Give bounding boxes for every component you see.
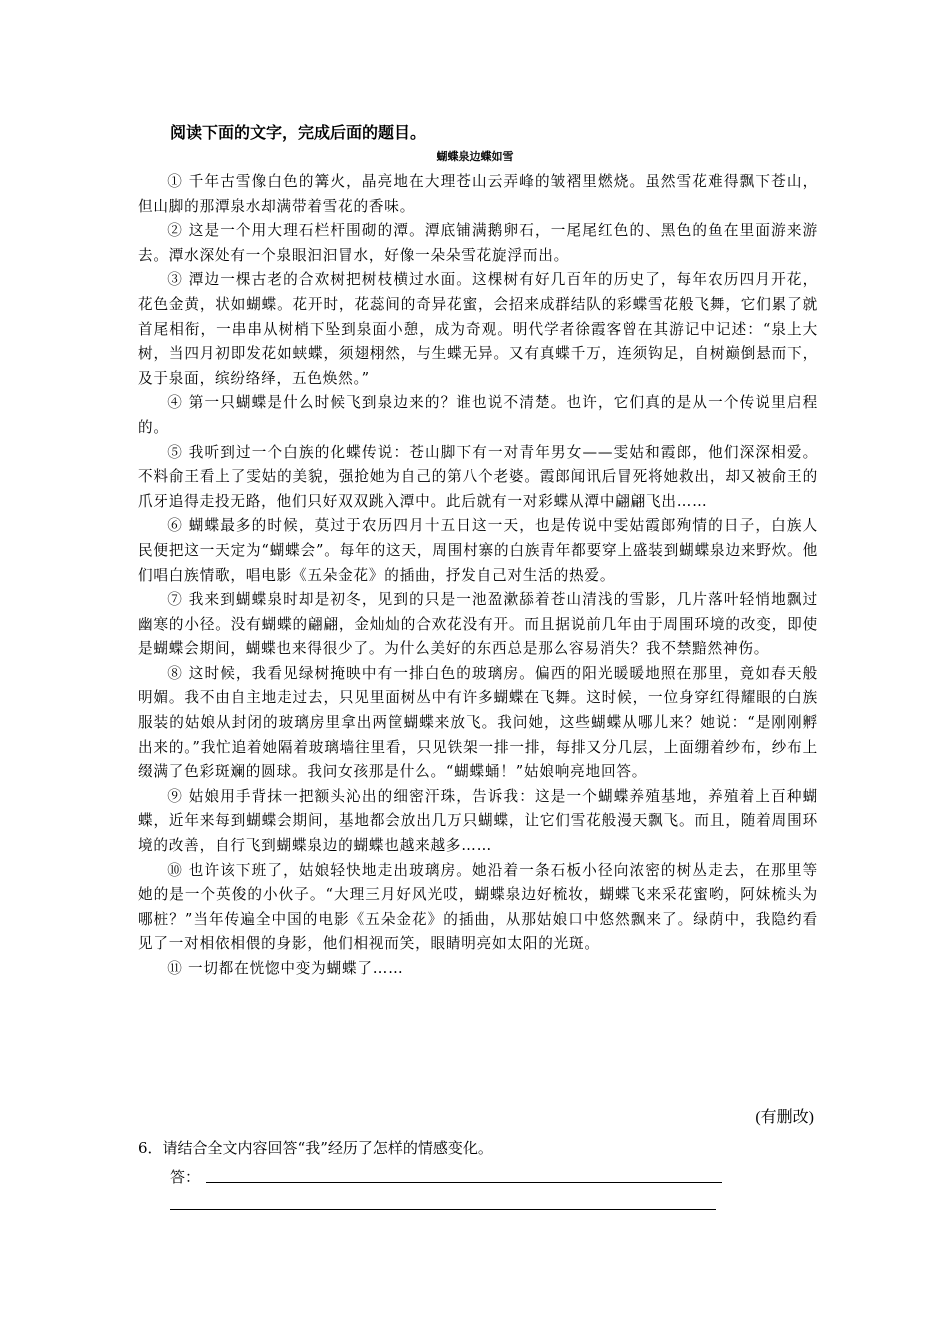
article-body bbox=[138, 170, 818, 982]
paragraph-7: ⑦ 我来到蝴蝶泉时却是初冬，见到的只是一池盈漱舔着苍山清浅的雪影，几片落叶轻悄地飘过幽寒的小径。没有蝴蝶的翩翩，金灿灿的合欢花没有开。而且据说前几年由于周围环境的改变，即使是蝴蝶会期间，蝴蝶也来得很少了。为什么美好的东西总是那么容易消失？我不禁黯然神伤。 bbox=[138, 591, 818, 658]
paragraph-5: ⑤ 我听到过一个白族的化蝶传说：苍山脚下有一对青年男女——雯姑和霞郎，他们深深相爱。不料俞王看上了雯姑的美貌，强抢她为自己的第八个老婆。霞郎闻讯后冒死将她救出，却又被俞王的爪牙追得走投无路，他们只好双双跳入潭中。此后就有一对彩蝶从潭中翩翩飞出…… bbox=[138, 443, 818, 510]
paragraph-4: ④ 第一只蝴蝶是什么时候飞到泉边来的？谁也说不清楚。也许，它们真的是从一个传说里启程的。 bbox=[138, 394, 818, 436]
article-title: 蝴蝶泉边蝶如雪 bbox=[436, 150, 514, 163]
paragraph-2: ② 这是一个用大理石栏杆围砌的潭。潭底铺满鹅卵石，一尾尾红色的、黑色的鱼在里面游来游去。潭水深处有一个泉眼汩汩冒水，好像一朵朵雪花旋浮而出。 bbox=[138, 222, 818, 264]
paragraph-3: ③ 潭边一棵古老的合欢树把树枝横过水面。这棵树有好几百年的历史了，每年农历四月开花，花色金黄，状如蝴蝶。花开时，花蕊间的奇异花蜜，会招来成群结队的彩蝶雪花般飞舞，它们累了就首尾相衔，一串串从树梢下坠到泉面小憩，成为奇观。明代学者徐霞客曾在其游记中记述：“泉上大树，当四月初即发花如蛱蝶，须翅栩然，与生蝶无异。又有真蝶千万，连须钩足，自树巅倒悬而下，及于泉面，缤纷络绎，五色焕然。” bbox=[138, 271, 818, 387]
paragraph-10: ⑩ 也许该下班了，姑娘轻快地走出玻璃房。她沿着一条石板小径向浓密的树丛走去，在那里等她的是一个英俊的小伙子。“大理三月好风光哎，蝴蝶泉边好梳妆，蝴蝶飞来采花蜜哟，阿妹梳头为哪桩？”当年传遍全中国的电影《五朵金花》的插曲，从那姑娘口中悠然飘来了。绿荫中，我隐约看见了一对相依相偎的身影，他们相视而笑，眼睛明亮如太阳的光斑。 bbox=[138, 861, 818, 953]
paragraph-9: ⑨ 姑娘用手背抹一把额头沁出的细密汗珠，告诉我：这是一个蝴蝶养殖基地，养殖着上百种蝴蝶，近年来每到蝴蝶会期间，基地都会放出几万只蝴蝶，让它们雪花般漫天飘飞。而且，随着周围环境的改善，自行飞到蝴蝶泉边的蝴蝶也越来越多…… bbox=[138, 787, 818, 855]
answer-label: 答： bbox=[170, 1168, 201, 1186]
paragraph-11: ⑪ 一切都在恍惚中变为蝴蝶了…… bbox=[167, 960, 404, 977]
paragraph-1: ① 千年古雪像白色的篝火，晶亮地在大理苍山云弄峰的皱褶里燃烧。虽然雪花难得飘下苍山，但山脚的那潭泉水却满带着雪花的香味。 bbox=[138, 173, 818, 215]
reading-instruction: 阅读下面的文字，完成后面的题目。 bbox=[170, 123, 427, 142]
question-6: 6．请结合全文内容回答“我”经历了怎样的情感变化。 bbox=[138, 1139, 493, 1157]
paragraph-8: ⑧ 这时候，我看见绿树掩映中有一排白色的玻璃房。偏西的阳光暖暖地照在那里，竟如春天般明媚。我不由自主地走过去，只见里面树丛中有许多蝴蝶在飞舞。这时候，一位身穿红得耀眼的白族服装的姑娘从封闭的玻璃房里拿出两筐蝴蝶来放飞。我问她，这些蝴蝶从哪儿来？她说：“是刚刚孵出来的。”我忙追着她隔着玻璃墙往里看，只见铁架一排一排，每排又分几层，上面绷着纱布，纱布上缀满了色彩斑斓的圆球。我问女孩那是什么。“蝴蝶蛹！”姑娘响亮地回答。 bbox=[138, 664, 818, 781]
answer-line-2[interactable] bbox=[170, 1209, 716, 1210]
source-note: (有删改) bbox=[755, 1109, 814, 1126]
paragraph-6: ⑥ 蝴蝶最多的时候，莫过于农历四月十五日这一天，也是传说中雯姑霞郎殉情的日子，白族人民便把这一天定为“蝴蝶会”。每年的这天，周围村寨的白族青年都要穿上盛装到蝴蝶泉边来野炊。他们唱白族情歌，唱电影《五朵金花》的插曲，抒发自己对生活的热爱。 bbox=[138, 517, 818, 584]
answer-line-1[interactable] bbox=[206, 1182, 722, 1183]
